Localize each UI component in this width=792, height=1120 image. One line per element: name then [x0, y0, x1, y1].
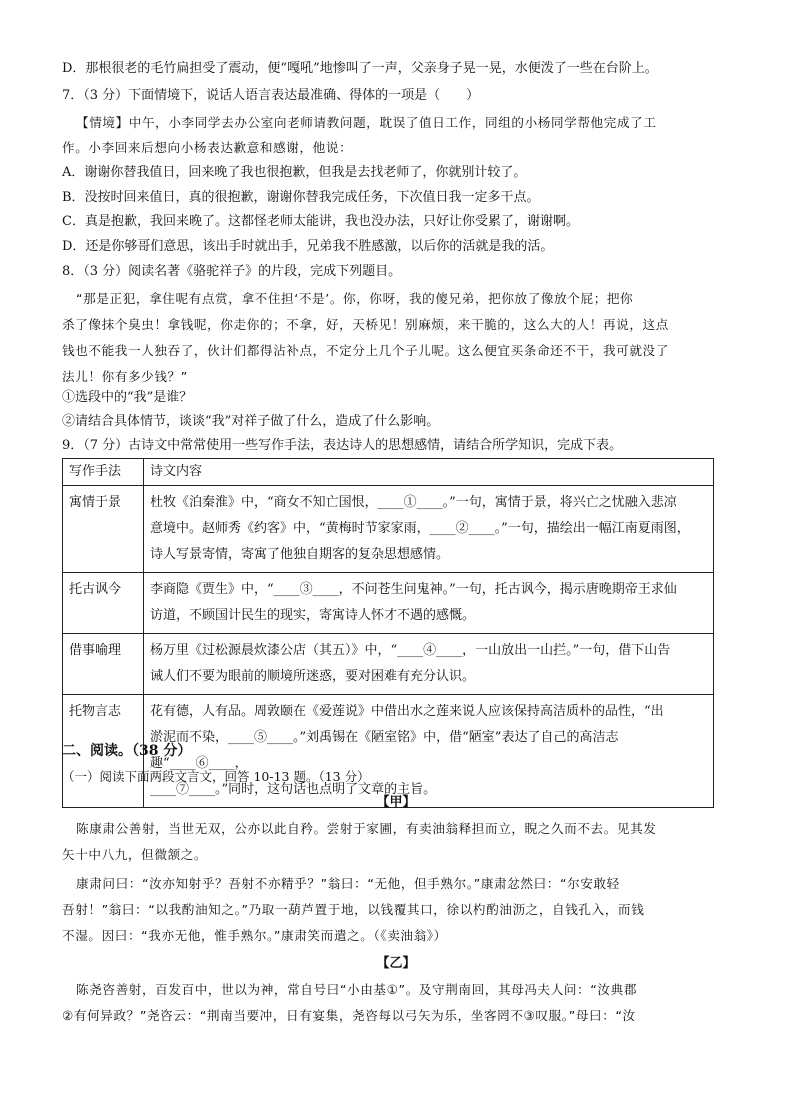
excerpt-line-4: 法儿！你有多少钱？”: [62, 369, 188, 384]
passage-jia-line-2: 矢十中八九，但微颔之。: [62, 847, 208, 862]
passage-jia-label: 【甲】: [376, 795, 416, 810]
passage-jia-line-1: 陈康肃公善射，当世无双，公亦以此自矜。尝射于家圃，有卖油翁释担而立，睨之久而不去。见其发: [76, 821, 657, 836]
excerpt-line-3: 钱也不能我一人独吞了，伙计们都得沾补点，不定分上几个子儿呢。这么便宜买条命还不干，我可就没了: [62, 343, 669, 358]
table-cell-technique: 托物言志: [63, 695, 144, 808]
table-row: [63, 634, 714, 695]
table-line: 淤泥而不染，____⑤____。”刘禹锡在《陋室铭》中，借“陋室”表达了自己的高洁志趣“____⑥____，: [150, 730, 619, 771]
table-line: 访道，不顾国计民生的现实，寄寓诗人怀才不遇的感慨。: [150, 608, 476, 623]
excerpt-line-2: 杀了像抹个臭虫！拿钱呢，你走你的；不拿，好，天桥见！别麻烦，来干脆的，这么大的人！再说，这点: [62, 317, 669, 332]
section-2-title: 二、阅读。（38 分）: [62, 743, 192, 759]
table-cell-technique: 寓情于景: [63, 486, 144, 573]
option-b: B．没按时回来值日，真的很抱歉，谢谢你替我完成任务，下次值日我一定多干点。: [62, 190, 540, 205]
table-header-row: [63, 459, 714, 486]
table-line: ____⑦____。”同时，这句话也点明了文章的主旨。: [150, 782, 437, 797]
subsection-1-title: （一）阅读下面两段文言文，回答 10-13 题。（13 分）: [62, 769, 370, 784]
passage-jia-line-4: 吾射！”翁曰：“以我酌油知之。”乃取一葫芦置于地，以钱覆其口，徐以杓酌油沥之，自钱孔入，而钱: [62, 902, 645, 917]
table-line: 诗人写景寄情，寄寓了他独自期客的复杂思想感情。: [150, 547, 450, 562]
table-cell-content: [144, 486, 714, 573]
option-d-q6: D．那根很老的毛竹扁担受了震动，便“嘎吼”地惨叫了一声，父亲身子晃一晃，水便泼了一些在台阶上。: [62, 61, 658, 76]
table-cell-content: [144, 573, 714, 634]
option-d: D．还是你够哥们意思，该出手时就出手，兄弟我不胜感激，以后你的活就是我的活。: [62, 239, 554, 254]
passage-jia-line-5: 不湿。因曰：“我亦无他，惟手熟尔。”康肃笑而遣之。（《卖油翁》）: [62, 928, 447, 943]
option-c: C．真是抱歉，我回来晚了。这都怪老师太能讲，我也没办法，只好让你受累了，谢谢啊。: [62, 214, 579, 229]
question-8: 8．（3 分）阅读名著《骆驼祥子》的片段，完成下列题目。: [62, 264, 402, 279]
passage-jia-line-3: 康肃问曰：“汝亦知射乎？吾射不亦精乎？”翁曰：“无他，但手熟尔。”康肃忿然曰：“尔安敢轻: [76, 876, 620, 891]
table-header-technique: 写作手法: [63, 459, 144, 486]
subquestion-1: ①选段中的“我”是谁？: [62, 390, 193, 405]
table-cell-technique: 借事喻理: [63, 634, 144, 695]
table-header-content: 诗文内容: [144, 459, 714, 486]
context-line-1: 【情境】中午，小李同学去办公室向老师请教问题，耽误了值日工作，同组的小杨同学帮他完成了工: [76, 115, 657, 130]
table-cell-technique: 托古讽今: [63, 573, 144, 634]
passage-yi-line-1: 陈尧咨善射，百发百中，世以为神，常自号曰“小由基①”。及守荆南回，其母冯夫人问：“汝典郡: [76, 982, 638, 997]
table-row: [63, 486, 714, 573]
question-7: 7．（3 分）下面情境下，说话人语言表达最准确、得体的一项是（ ）: [62, 88, 480, 103]
table-line: 意境中。赵师秀《约客》中，“黄梅时节家家雨，____②____。”一句，描绘出一幅江南夏雨图，: [150, 521, 690, 536]
question-9: 9．（7 分）古诗文中常常使用一些写作手法，表达诗人的思想感情，请结合所学知识，完成下表。: [62, 438, 623, 453]
context-line-2: 作。小李回来后想向小杨表达歉意和感谢，他说：: [62, 140, 353, 155]
option-a: A．谢谢你替我值日，回来晚了我也很抱歉，但我是去找老师了，你就别计较了。: [62, 165, 527, 180]
table-line: 诫人们不要为眼前的顺境所迷惑，要对困难有充分认识。: [150, 669, 476, 684]
subquestion-2: ②请结合具体情节，谈谈“我”对祥子做了什么，造成了什么影响。: [62, 414, 440, 429]
passage-yi-label: 【乙】: [376, 956, 416, 971]
table-line: 杨万里《过松源晨炊漆公店（其五）》中，“____④____，一山放出一山拦。”一句，借下山告: [150, 643, 671, 658]
table-cell-content: [144, 634, 714, 695]
table-line: 杜牧《泊秦淮》中，“商女不知亡国恨，____①____。”一句，寓情于景，将兴亡之忧融入悲凉: [150, 495, 677, 510]
table-line: 李商隐《贾生》中，“____③____，不问苍生问鬼神。”一句，托古讽今，揭示唐晚期帝王求仙: [150, 582, 677, 597]
passage-yi-line-2: ②有何异政？”尧咨云：“荆南当要冲，日有宴集，尧咨每以弓矢为乐，坐客罔不③叹服。”母曰：“汝: [62, 1008, 636, 1023]
excerpt-line-1: “那是正犯，拿住呢有点赏，拿不住担‘不是’。你，你呀，我的傻兄弟，把你放了像放个屁；把你: [76, 291, 634, 306]
table-row: [63, 573, 714, 634]
table-line: 花有德，人有品。周敦颐在《爱莲说》中借出水之莲来说人应该保持高洁质朴的品性，“出: [150, 704, 664, 719]
